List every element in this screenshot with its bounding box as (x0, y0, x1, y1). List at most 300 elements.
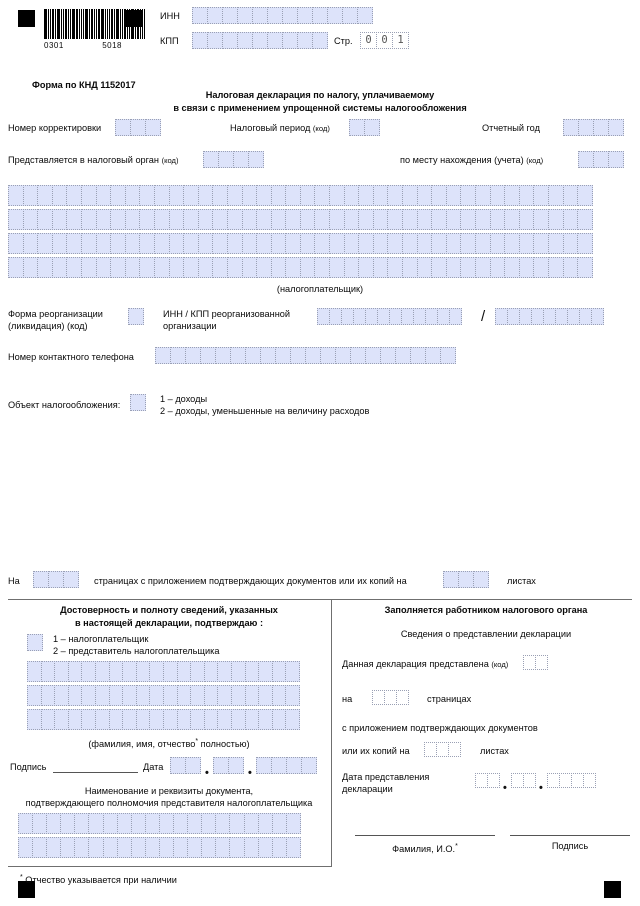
cell[interactable] (358, 209, 374, 230)
cell[interactable] (242, 233, 258, 254)
cell[interactable] (66, 209, 82, 230)
cell[interactable] (242, 257, 258, 278)
cell[interactable] (258, 661, 273, 682)
cell[interactable] (37, 185, 53, 206)
cell[interactable] (300, 257, 316, 278)
cell[interactable] (204, 661, 219, 682)
cell[interactable] (244, 837, 259, 858)
right-date-day-field[interactable] (475, 773, 500, 788)
cell[interactable] (548, 185, 564, 206)
cell[interactable] (183, 233, 199, 254)
cell[interactable] (297, 32, 313, 49)
cell[interactable] (154, 185, 170, 206)
cell[interactable] (185, 347, 201, 364)
cell[interactable] (242, 185, 258, 206)
cell[interactable] (417, 209, 433, 230)
cell[interactable] (212, 185, 228, 206)
sheets-count-field[interactable] (443, 571, 489, 588)
cell[interactable] (198, 209, 214, 230)
cell[interactable] (300, 185, 316, 206)
cell[interactable] (81, 661, 96, 682)
cell[interactable] (475, 185, 491, 206)
date-day-field[interactable] (170, 757, 201, 774)
cell[interactable] (396, 690, 409, 705)
cell[interactable]: 0 (376, 32, 393, 49)
cell[interactable] (286, 757, 302, 774)
cell[interactable] (122, 661, 137, 682)
cell[interactable] (229, 837, 244, 858)
cell[interactable] (163, 661, 178, 682)
cell[interactable] (245, 709, 260, 730)
cell[interactable] (258, 709, 273, 730)
cell[interactable] (192, 32, 208, 49)
cell[interactable] (490, 233, 506, 254)
cell[interactable] (387, 233, 403, 254)
cell[interactable] (32, 813, 47, 834)
cell[interactable] (519, 209, 535, 230)
cell[interactable] (110, 185, 126, 206)
page-number-field[interactable] (360, 32, 409, 49)
cell[interactable] (593, 151, 609, 168)
cell[interactable] (130, 394, 146, 411)
cell[interactable] (431, 185, 447, 206)
cell[interactable] (231, 661, 246, 682)
cell[interactable] (364, 119, 380, 136)
cell[interactable] (446, 185, 462, 206)
cell[interactable] (81, 685, 96, 706)
cell[interactable] (37, 209, 53, 230)
cell[interactable] (271, 233, 287, 254)
cell[interactable] (103, 837, 118, 858)
cell[interactable] (578, 119, 594, 136)
cell[interactable] (145, 837, 160, 858)
cell[interactable] (218, 151, 234, 168)
cell[interactable] (342, 7, 358, 24)
cell[interactable] (37, 257, 53, 278)
cell[interactable] (402, 185, 418, 206)
cell[interactable] (8, 185, 24, 206)
cell[interactable] (109, 685, 124, 706)
kpp-field[interactable] (192, 32, 328, 49)
cell[interactable] (217, 685, 232, 706)
cell[interactable] (344, 209, 360, 230)
cell[interactable] (548, 209, 564, 230)
cell[interactable] (563, 233, 579, 254)
taxpayer-name-row[interactable] (8, 257, 593, 278)
cell[interactable] (66, 257, 82, 278)
cell[interactable] (286, 837, 301, 858)
cell[interactable] (96, 257, 112, 278)
cell[interactable] (115, 119, 131, 136)
cell[interactable] (81, 209, 97, 230)
cell[interactable] (207, 7, 223, 24)
cell[interactable] (577, 185, 593, 206)
cell[interactable] (344, 185, 360, 206)
cell[interactable] (23, 257, 39, 278)
cell[interactable]: 1 (392, 32, 409, 49)
cell[interactable] (125, 233, 141, 254)
cell[interactable] (285, 709, 300, 730)
cell[interactable] (577, 209, 593, 230)
cell[interactable] (533, 257, 549, 278)
cell[interactable] (577, 257, 593, 278)
cell[interactable] (245, 685, 260, 706)
document-details-row[interactable] (18, 813, 301, 834)
cell[interactable] (41, 661, 56, 682)
location-field[interactable] (578, 151, 624, 168)
cell[interactable] (110, 257, 126, 278)
cell[interactable] (177, 661, 192, 682)
cell[interactable] (300, 233, 316, 254)
cell[interactable] (285, 209, 301, 230)
cell[interactable] (52, 233, 68, 254)
cell[interactable] (230, 347, 246, 364)
cell[interactable] (190, 685, 205, 706)
cell[interactable] (96, 233, 112, 254)
reorg-form-field[interactable] (128, 308, 144, 325)
cell[interactable] (27, 661, 42, 682)
cell[interactable] (245, 347, 261, 364)
cell[interactable] (215, 837, 230, 858)
cell[interactable] (8, 209, 24, 230)
cell[interactable] (8, 233, 24, 254)
cell[interactable] (402, 209, 418, 230)
declaration-submitted-field[interactable] (523, 655, 548, 670)
cell[interactable] (577, 233, 593, 254)
cell[interactable] (231, 685, 246, 706)
cell[interactable] (81, 709, 96, 730)
cell[interactable] (248, 151, 264, 168)
cell[interactable] (222, 32, 238, 49)
cell[interactable] (475, 209, 491, 230)
cell[interactable] (358, 185, 374, 206)
cell[interactable] (285, 685, 300, 706)
cell[interactable] (314, 257, 330, 278)
cell[interactable] (410, 347, 426, 364)
cell[interactable] (446, 233, 462, 254)
cell[interactable] (109, 661, 124, 682)
cell[interactable] (190, 709, 205, 730)
representative-name-row[interactable] (27, 685, 300, 706)
cell[interactable] (446, 209, 462, 230)
cell[interactable] (608, 119, 624, 136)
cell[interactable] (327, 7, 343, 24)
cell[interactable] (54, 685, 69, 706)
cell[interactable] (387, 185, 403, 206)
cell[interactable] (145, 813, 160, 834)
cell[interactable] (88, 813, 103, 834)
cell[interactable] (18, 837, 33, 858)
cell[interactable] (52, 185, 68, 206)
cell[interactable] (27, 634, 43, 651)
cell[interactable] (373, 233, 389, 254)
cell[interactable] (149, 685, 164, 706)
cell[interactable] (125, 185, 141, 206)
cell[interactable] (490, 257, 506, 278)
cell[interactable] (258, 837, 273, 858)
cell[interactable] (88, 837, 103, 858)
cell[interactable] (256, 209, 272, 230)
cell[interactable] (110, 209, 126, 230)
cell[interactable] (591, 308, 604, 325)
cell[interactable] (282, 32, 298, 49)
cell[interactable] (68, 685, 83, 706)
cell[interactable] (169, 209, 185, 230)
cell[interactable] (185, 757, 201, 774)
date-month-field[interactable] (213, 757, 244, 774)
cell[interactable] (125, 257, 141, 278)
cell[interactable] (96, 209, 112, 230)
cell[interactable] (272, 661, 287, 682)
cell[interactable] (227, 185, 243, 206)
cell[interactable] (395, 347, 411, 364)
cell[interactable] (139, 209, 155, 230)
cell[interactable] (212, 209, 228, 230)
cell[interactable] (217, 709, 232, 730)
cell[interactable] (212, 233, 228, 254)
cell[interactable] (519, 257, 535, 278)
cell[interactable] (329, 185, 345, 206)
cell[interactable] (578, 151, 594, 168)
cell[interactable] (63, 571, 79, 588)
cell[interactable] (149, 661, 164, 682)
cell[interactable] (490, 185, 506, 206)
cell[interactable] (460, 209, 476, 230)
cell[interactable] (523, 773, 536, 788)
cell[interactable] (583, 773, 596, 788)
cell[interactable] (74, 813, 89, 834)
cell[interactable] (519, 185, 535, 206)
cell[interactable] (154, 257, 170, 278)
cell[interactable] (145, 119, 161, 136)
cell[interactable] (593, 119, 609, 136)
cell[interactable] (256, 757, 272, 774)
cell[interactable] (314, 209, 330, 230)
representative-name-row[interactable] (27, 709, 300, 730)
cell[interactable] (431, 209, 447, 230)
cell[interactable]: 0 (360, 32, 377, 49)
document-details-row[interactable] (18, 837, 301, 858)
cell[interactable] (192, 7, 208, 24)
cell[interactable] (117, 837, 132, 858)
cell[interactable] (229, 813, 244, 834)
cell[interactable] (136, 661, 151, 682)
right-date-year-field[interactable] (547, 773, 596, 788)
cell[interactable] (237, 32, 253, 49)
cell[interactable] (159, 837, 174, 858)
cell[interactable] (23, 209, 39, 230)
cell[interactable] (460, 233, 476, 254)
object-field[interactable] (130, 394, 146, 411)
cell[interactable] (204, 709, 219, 730)
cell[interactable] (130, 119, 146, 136)
cell[interactable] (244, 813, 259, 834)
cell[interactable] (301, 757, 317, 774)
cell[interactable] (504, 257, 520, 278)
cell[interactable] (81, 185, 97, 206)
cell[interactable] (519, 233, 535, 254)
cell[interactable] (66, 185, 82, 206)
cell[interactable] (314, 233, 330, 254)
cell[interactable] (227, 257, 243, 278)
cell[interactable] (402, 257, 418, 278)
cell[interactable] (431, 257, 447, 278)
cell[interactable] (203, 151, 219, 168)
cell[interactable] (443, 571, 459, 588)
cell[interactable] (271, 185, 287, 206)
cell[interactable] (475, 233, 491, 254)
cell[interactable] (170, 347, 186, 364)
cell[interactable] (252, 32, 268, 49)
right-date-month-field[interactable] (511, 773, 536, 788)
cell[interactable] (183, 185, 199, 206)
cell[interactable] (329, 209, 345, 230)
cell[interactable] (300, 209, 316, 230)
cell[interactable] (201, 837, 216, 858)
cell[interactable] (183, 209, 199, 230)
cell[interactable] (350, 347, 366, 364)
cell[interactable] (608, 151, 624, 168)
right-pages-field[interactable] (372, 690, 409, 705)
cell[interactable] (201, 813, 216, 834)
cell[interactable] (448, 742, 461, 757)
cell[interactable] (149, 709, 164, 730)
cell[interactable] (344, 233, 360, 254)
cell[interactable] (460, 185, 476, 206)
pages-count-field[interactable] (33, 571, 79, 588)
cell[interactable] (131, 837, 146, 858)
cell[interactable] (122, 685, 137, 706)
cell[interactable] (183, 257, 199, 278)
cell[interactable] (271, 757, 287, 774)
cell[interactable] (563, 257, 579, 278)
cell[interactable] (27, 685, 42, 706)
cell[interactable] (190, 661, 205, 682)
cell[interactable] (275, 347, 291, 364)
cell[interactable] (285, 185, 301, 206)
cell[interactable] (329, 257, 345, 278)
cell[interactable] (215, 347, 231, 364)
cell[interactable] (155, 347, 171, 364)
cell[interactable] (358, 233, 374, 254)
cell[interactable] (227, 209, 243, 230)
cell[interactable] (139, 233, 155, 254)
taxpayer-name-row[interactable] (8, 209, 593, 230)
cell[interactable] (373, 209, 389, 230)
cell[interactable] (173, 813, 188, 834)
cell[interactable] (110, 233, 126, 254)
cell[interactable] (131, 813, 146, 834)
cell[interactable] (187, 837, 202, 858)
cell[interactable] (187, 813, 202, 834)
cell[interactable] (66, 233, 82, 254)
cell[interactable] (473, 571, 489, 588)
cell[interactable] (27, 709, 42, 730)
cell[interactable] (81, 257, 97, 278)
cell[interactable] (54, 709, 69, 730)
cell[interactable] (563, 209, 579, 230)
cell[interactable] (373, 185, 389, 206)
cell[interactable] (32, 837, 47, 858)
cell[interactable] (48, 571, 64, 588)
cell[interactable] (154, 209, 170, 230)
cell[interactable] (204, 685, 219, 706)
cell[interactable] (207, 32, 223, 49)
cell[interactable] (357, 7, 373, 24)
cell[interactable] (18, 813, 33, 834)
cell[interactable] (52, 209, 68, 230)
cell[interactable] (68, 661, 83, 682)
cell[interactable] (23, 233, 39, 254)
cell[interactable] (563, 185, 579, 206)
correction-number-field[interactable] (115, 119, 161, 136)
inn-field[interactable] (192, 7, 373, 24)
cell[interactable] (305, 347, 321, 364)
cell[interactable] (504, 233, 520, 254)
cell[interactable] (212, 257, 228, 278)
taxpayer-name-row[interactable] (8, 185, 593, 206)
cell[interactable] (159, 813, 174, 834)
cell[interactable] (95, 661, 110, 682)
cell[interactable] (344, 257, 360, 278)
cell[interactable] (258, 813, 273, 834)
cell[interactable] (271, 257, 287, 278)
cell[interactable] (256, 185, 272, 206)
cell[interactable] (504, 209, 520, 230)
cell[interactable] (154, 233, 170, 254)
cell[interactable] (272, 813, 287, 834)
cell[interactable] (460, 257, 476, 278)
cell[interactable] (125, 209, 141, 230)
cell[interactable] (227, 233, 243, 254)
cell[interactable] (272, 837, 287, 858)
cell[interactable] (504, 185, 520, 206)
cell[interactable] (320, 347, 336, 364)
cell[interactable] (231, 709, 246, 730)
cell[interactable] (46, 813, 61, 834)
cell[interactable] (68, 709, 83, 730)
cell[interactable] (417, 233, 433, 254)
cell[interactable] (314, 185, 330, 206)
cell[interactable] (252, 7, 268, 24)
cell[interactable] (139, 257, 155, 278)
cell[interactable] (285, 661, 300, 682)
date-year-field[interactable] (256, 757, 317, 774)
cell[interactable] (37, 233, 53, 254)
cell[interactable] (290, 347, 306, 364)
cell[interactable] (380, 347, 396, 364)
cell[interactable] (198, 257, 214, 278)
reorg-inn-field[interactable] (317, 308, 462, 325)
cell[interactable] (373, 257, 389, 278)
submitted-to-field[interactable] (203, 151, 264, 168)
cell[interactable] (23, 185, 39, 206)
cell[interactable] (237, 7, 253, 24)
cell[interactable] (425, 347, 441, 364)
cell[interactable] (200, 347, 216, 364)
cell[interactable] (60, 813, 75, 834)
cell[interactable] (490, 209, 506, 230)
tax-period-field[interactable] (349, 119, 380, 136)
cell[interactable] (8, 257, 24, 278)
right-copies-field[interactable] (424, 742, 461, 757)
cell[interactable] (358, 257, 374, 278)
cell[interactable] (285, 233, 301, 254)
cell[interactable] (446, 257, 462, 278)
cell[interactable] (402, 233, 418, 254)
cell[interactable] (173, 837, 188, 858)
cell[interactable] (169, 233, 185, 254)
